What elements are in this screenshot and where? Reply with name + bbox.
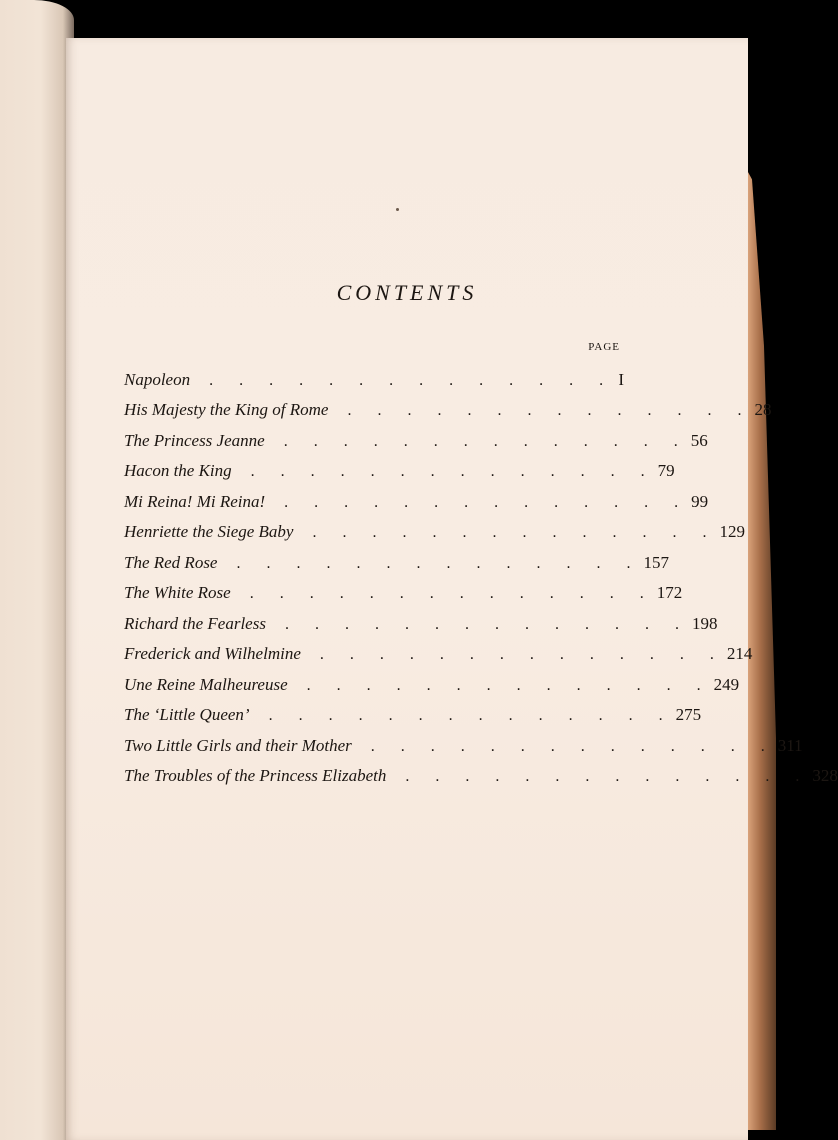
dot-leader: ..............: [347, 402, 742, 419]
toc-entry-title: Henriette the Siege Baby: [124, 522, 294, 541]
toc-entry-page: 56: [690, 430, 708, 450]
toc-entry-title: The ‘Little Queen’: [124, 705, 250, 724]
dot-leader: ..............: [250, 463, 645, 480]
toc-entry: [124, 603, 718, 634]
page-column-label: PAGE: [588, 341, 620, 353]
toc-entry: [124, 634, 753, 665]
toc-entry-page: 28: [754, 400, 772, 419]
toc-entry: [124, 756, 838, 787]
toc-entry-title: Napoleon: [124, 369, 191, 389]
toc-entry-title: Frederick and Wilhelmine: [124, 644, 301, 663]
toc-entry-title: The Princess Jeanne: [124, 430, 265, 450]
toc-entry: [124, 420, 708, 451]
dot-leader: ..............: [319, 646, 714, 663]
toc-entry-page: 249: [713, 674, 740, 694]
toc-entry-title: Two Little Girls and their Mother: [124, 735, 352, 755]
toc-entry-title: His Majesty the King of Rome: [124, 400, 329, 419]
toc-entry-page: 129: [719, 522, 745, 541]
toc-entry-title: Une Reine Malheureuse: [124, 674, 288, 694]
dot-leader: ..............: [209, 371, 604, 389]
toc-entry: [124, 451, 675, 482]
toc-entry-page: 275: [675, 705, 702, 724]
toc-entry: [124, 359, 624, 390]
toc-entry-title: The Troubles of the Princess Elizabeth: [124, 766, 387, 785]
paper-speck: [396, 208, 399, 211]
toc-entry: [124, 542, 669, 573]
dot-leader: ..............: [283, 432, 678, 450]
toc-entry: [124, 573, 683, 604]
toc-entry: [124, 664, 740, 695]
toc-entry-page: 214: [726, 644, 753, 663]
toc-entry-page: 198: [691, 613, 718, 633]
toc-entry: [124, 695, 702, 726]
toc-entry-title: Hacon the King: [124, 461, 232, 480]
table-of-contents: [124, 359, 838, 786]
dot-leader: ..............: [312, 524, 707, 541]
toc-entry-title: The Red Rose: [124, 552, 218, 572]
toc-entry-page: 328: [812, 766, 838, 785]
dot-leader: ..............: [268, 707, 663, 724]
dot-leader: ..............: [370, 737, 765, 755]
toc-entry: [124, 725, 803, 756]
dot-leader: ..............: [249, 585, 644, 602]
toc-entry-page: 79: [657, 461, 675, 480]
toc-entry-title: Mi Reina! Mi Reina!: [124, 491, 266, 511]
toc-entry-page: I: [618, 369, 624, 389]
toc-entry: [124, 512, 745, 543]
toc-entry-page: 311: [777, 735, 803, 755]
dot-leader: ..............: [284, 493, 679, 511]
toc-entry: [124, 390, 772, 421]
toc-entry-title: The White Rose: [124, 583, 231, 602]
dot-leader: ..............: [284, 615, 679, 633]
toc-entry-title: Richard the Fearless: [124, 613, 266, 633]
toc-entry-page: 172: [656, 583, 683, 602]
dot-leader: ..............: [236, 554, 631, 572]
toc-entry-page: 157: [643, 552, 669, 572]
contents-page: [66, 38, 838, 1140]
dot-leader: ..............: [306, 676, 701, 694]
left-page: [0, 0, 74, 1140]
toc-entry-page: 99: [691, 491, 709, 511]
toc-entry: [124, 481, 709, 512]
contents-title: CONTENTS: [336, 280, 478, 305]
dot-leader: ..............: [405, 768, 800, 785]
